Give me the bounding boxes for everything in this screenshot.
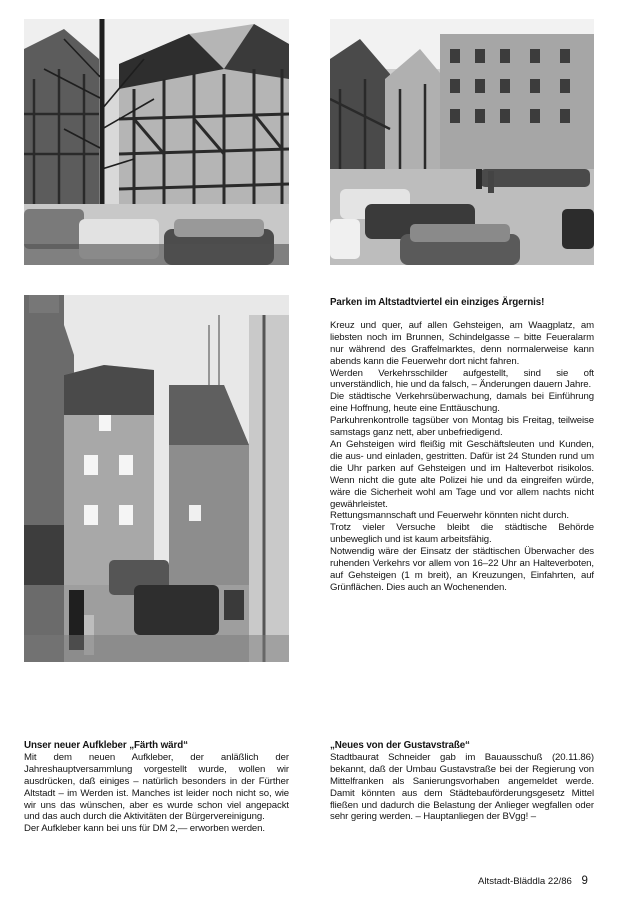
parking-paragraph: Trotz vieler Versuche bleibt die städtische Behörde unbeweglich und ist kaum arbeitsfähig. bbox=[330, 522, 594, 546]
photo-half-timbered-houses bbox=[24, 19, 289, 265]
publication-name: Altstadt-Bläddla 22/86 bbox=[478, 876, 572, 887]
parking-paragraph: Rettungsmannschaft und Feuerwehr könnten nicht durch. bbox=[330, 510, 569, 522]
sticker-paragraph: Der Aufkleber kann bei uns für DM 2,— erworben werden. bbox=[24, 823, 265, 835]
sticker-article-title: Unser neuer Aufkleber „Färth wärd“ bbox=[24, 740, 188, 751]
parking-paragraph: Kreuz und quer, auf allen Gehsteigen, am Waagplatz, am liebsten noch im Brunnen, Schindelgasse – bitte Feueralarm nur während des Graffelmarktes, denn normalerweise kann abends kann die Feuerwehr dort nicht fahren. bbox=[330, 319, 594, 367]
parking-article bbox=[330, 297, 594, 594]
photo-old-town-alley-image bbox=[24, 295, 289, 662]
sticker-paragraph: Mit dem neuen Aufkleber, der anläßlich der Jahreshauptversammlung vorgestellt wurde, wollen wir ausdrücken, daß einiges – natürlich besonders in der Fürther Altstadt – im Werden ist. Manches ist leider noch nicht so, wie wir uns das wünschen, aber es wurde schon viel angepackt und das auch durch die Aktivitäten der Bürgervereinigung. bbox=[24, 751, 289, 823]
gustav-article bbox=[330, 740, 594, 823]
photo-half-timbered-houses-image bbox=[24, 19, 289, 265]
parking-paragraph: Die städtische Verkehrsüberwachung, damals bei Einführung eine Hoffnung, heute eine Enttäuschung. bbox=[330, 391, 594, 415]
page-number: 9 bbox=[581, 875, 588, 887]
parking-paragraph: Parkuhrenkontrolle tagsüber von Montag bis Freitag, teilweise samstags ganz nett, aber unbefriedigend. bbox=[330, 415, 594, 439]
photo-square-parked-cars-image bbox=[330, 19, 594, 265]
sticker-article bbox=[24, 740, 289, 835]
photo-square-parked-cars bbox=[330, 19, 594, 265]
photo-old-town-alley bbox=[24, 295, 289, 662]
gustav-article-title: „Neues von der Gustavstraße“ bbox=[330, 740, 470, 751]
parking-article-title: Parken im Altstadtviertel ein einziges Ärgernis! bbox=[330, 297, 545, 308]
parking-paragraph: Werden Verkehrsschilder aufgestellt, sind sie oft unverständlich, hie und da falsch, – Änderungen dauern Jahre. bbox=[330, 367, 594, 391]
page-footer bbox=[478, 875, 588, 887]
parking-paragraph: An Gehsteigen wird fleißig mit Geschäftsleuten und Kunden, die aus- und einladen, gestritten. Dafür ist 24 Stunden rund um die Uhr parken auf Gehsteigen und im Halteverbot risikolos. Wenn nicht die gute alte Polizei hie und da eingreifen würde, wäre die Sicherheit wohl am Tage und vor allem nachts nicht gewährleistet. bbox=[330, 438, 594, 510]
parking-paragraph: Notwendig wäre der Einsatz der städtischen Überwacher des ruhenden Verkehrs vor allem von 16–22 Uhr an Halteverboten, auf Gehsteigen (1 m breit), an Kreuzungen, Einfahrten, auf Grünflächen. Dies auch an Wochenenden. bbox=[330, 546, 594, 593]
gustav-paragraph: Stadtbaurat Schneider gab im Bauausschuß (20.11.86) bekannt, daß der Umbau Gustavstraße bei der Regierung von Mittelfranken als Sanierungsvorhaben angemeldet werde. Damit könnten aus dem Städtebauförderungsgesetz Mittel fließen und dadurch die Belastung der Anlieger wegfallen oder sehr gering werden. – Hauptanliegen der BVgg! – bbox=[330, 751, 594, 823]
